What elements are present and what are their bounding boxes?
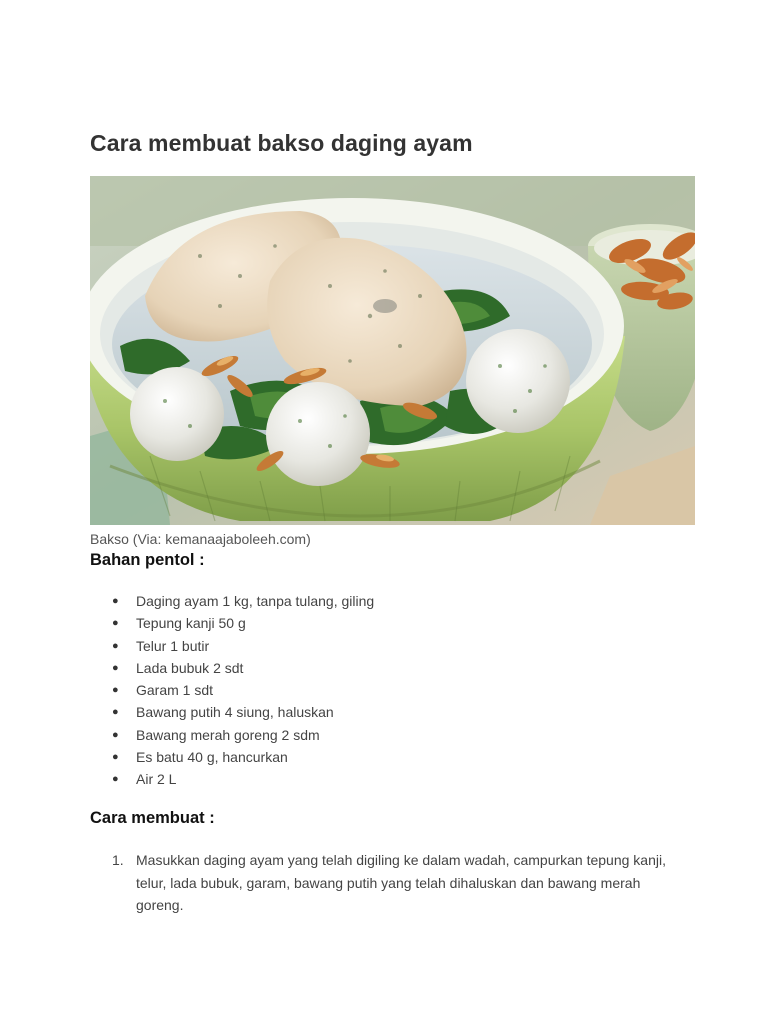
list-item bbox=[90, 701, 374, 723]
bakso-soup-photo bbox=[90, 176, 695, 525]
bullet-icon: ● bbox=[112, 639, 119, 652]
bullet-icon: ● bbox=[112, 617, 119, 630]
step-number: 1. bbox=[112, 852, 124, 868]
ingredient-text: Es batu 40 g, hancurkan bbox=[136, 749, 288, 766]
bullet-icon: ● bbox=[112, 661, 119, 674]
bullet-icon: ● bbox=[112, 706, 119, 719]
ingredients-list bbox=[90, 590, 374, 791]
ingredient-text: Bawang putih 4 siung, haluskan bbox=[136, 704, 334, 721]
ingredient-text: Garam 1 sdt bbox=[136, 682, 214, 699]
method-heading: Cara membuat : bbox=[90, 809, 215, 827]
list-item bbox=[90, 590, 374, 612]
bullet-icon: ● bbox=[112, 773, 119, 786]
list-item bbox=[90, 657, 374, 679]
method-steps-list bbox=[90, 849, 690, 917]
bullet-icon: ● bbox=[112, 595, 119, 607]
bullet-icon: ● bbox=[112, 684, 119, 697]
bullet-icon: ● bbox=[112, 728, 119, 741]
list-item bbox=[90, 679, 374, 701]
ingredient-text: Air 2 L bbox=[136, 771, 177, 788]
list-item bbox=[90, 849, 690, 917]
ingredient-text: Bawang merah goreng 2 sdm bbox=[136, 726, 320, 743]
ingredients-heading: Bahan pentol : bbox=[90, 551, 205, 569]
image-caption: Bakso (Via: kemanaajaboleeh.com) bbox=[90, 531, 311, 547]
list-item bbox=[90, 768, 374, 790]
ingredient-text: Telur 1 butir bbox=[136, 637, 210, 654]
step-text: Masukkan daging ayam yang telah digiling ke dalam wadah, campurkan tepung kanji, telur, lada bubuk, garam, bawang putih yang telah dihaluskan dan bawang merah goreng. bbox=[136, 852, 666, 913]
bullet-icon: ● bbox=[112, 751, 119, 764]
list-item bbox=[90, 612, 374, 634]
list-item bbox=[90, 635, 374, 657]
ingredient-text: Daging ayam 1 kg, tanpa tulang, giling bbox=[136, 593, 375, 609]
ingredient-text: Tepung kanji 50 g bbox=[136, 615, 246, 632]
page-title: Cara membuat bakso daging ayam bbox=[90, 130, 473, 156]
list-item bbox=[90, 746, 374, 768]
list-item bbox=[90, 724, 374, 746]
ingredient-text: Lada bubuk 2 sdt bbox=[136, 659, 244, 676]
